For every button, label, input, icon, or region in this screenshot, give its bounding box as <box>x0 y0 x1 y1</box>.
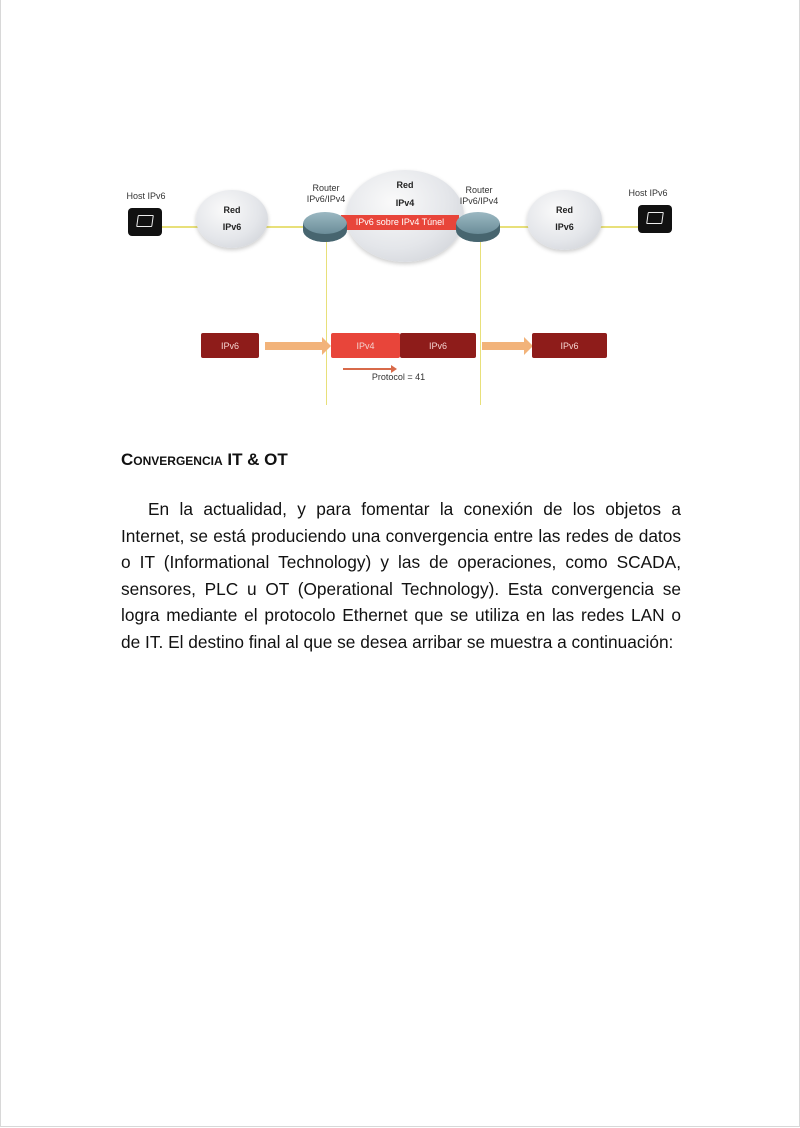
cloud-center-line2: IPv4 <box>395 198 415 208</box>
divider-line-left <box>326 240 327 405</box>
protocol-arrow-icon <box>343 368 393 370</box>
cloud-right-line2: IPv6 <box>555 222 574 232</box>
router-left-label-2: IPv6/IPv4 <box>306 194 346 204</box>
packet-ipv6-right: IPv6 <box>532 333 607 358</box>
divider-line-right <box>480 240 481 405</box>
laptop-icon <box>128 208 162 236</box>
cloud-right-line1: Red <box>555 205 573 215</box>
cloud-left-line1: Red <box>223 205 241 215</box>
body-paragraph: En la actualidad, y para fomentar la conexión de los objetos a Internet, se está produciendo una convergencia entre las redes de datos o IT (Informational Technology) y las de operaciones, como SCADA, sensores, PLC u OT (Operational Technology). Esta convergencia se logra mediante el protocolo Ethernet que se utiliza en las redes LAN o de IT. El destino final al que se desea arribar se muestra a continuación: <box>121 499 681 652</box>
laptop-icon <box>638 205 672 233</box>
arrow-right-icon <box>265 342 323 350</box>
arrow-right-icon <box>482 342 525 350</box>
cloud-icon <box>196 190 268 248</box>
section-heading: Convergencia IT & OT <box>121 450 288 469</box>
router-icon <box>456 212 500 242</box>
protocol-label: Protocol = 41 <box>371 372 426 382</box>
router-left-label-1: Router <box>312 183 340 193</box>
tunnel-band: IPv6 sobre IPv4 Túnel <box>341 215 459 230</box>
cloud-left-line2: IPv6 <box>222 222 242 232</box>
router-icon <box>303 212 347 242</box>
packet-ipv4-header: IPv4 <box>331 333 400 358</box>
packet-ipv6-left: IPv6 <box>201 333 259 358</box>
router-right-label-2: IPv6/IPv4 <box>459 196 499 206</box>
host-right-label: Host IPv6 <box>628 188 668 198</box>
host-left-label: Host IPv6 <box>126 191 166 201</box>
cloud-icon <box>527 190 602 250</box>
packet-ipv6-payload: IPv6 <box>400 333 476 358</box>
cloud-center-line1: Red <box>396 180 414 190</box>
router-right-label-1: Router <box>465 185 493 195</box>
